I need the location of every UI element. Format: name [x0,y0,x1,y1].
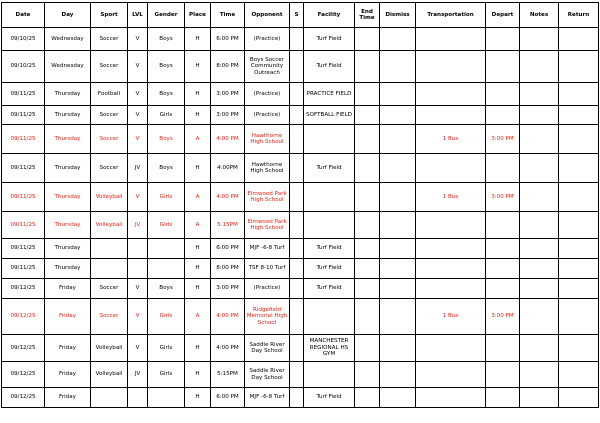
cell-gender: Girls [148,362,185,388]
cell-end-time [355,125,380,154]
cell-lvl: V [128,28,148,51]
cell-end-time [355,154,380,183]
cell-place: H [185,388,211,408]
cell-day: Friday [45,279,91,299]
cell-date: 09/10/25 [2,51,45,83]
cell-day: Wednesday [45,51,91,83]
cell-return [559,299,599,335]
cell-s [290,106,304,125]
cell-gender: Boys [148,279,185,299]
table-row [2,362,599,388]
cell-opponent: Ridgefield Memorial High School [245,299,290,335]
cell-facility [304,125,355,154]
cell-sport: Soccer [91,154,128,183]
cell-gender: Girls [148,183,185,212]
header-notes: Notes [520,3,559,28]
cell-day: Friday [45,335,91,362]
cell-end-time [355,51,380,83]
cell-transportation [416,279,486,299]
header-dismiss: Dismiss [380,3,416,28]
cell-sport: Soccer [91,106,128,125]
cell-s [290,259,304,279]
cell-gender: Boys [148,125,185,154]
cell-date: 09/12/25 [2,279,45,299]
cell-place: A [185,183,211,212]
header-lvl: LVL [128,3,148,28]
cell-gender: Girls [148,335,185,362]
cell-return [559,388,599,408]
cell-dismiss [380,212,416,239]
cell-lvl: JV [128,154,148,183]
cell-return [559,83,599,106]
cell-dismiss [380,279,416,299]
cell-gender: Girls [148,106,185,125]
cell-day: Friday [45,388,91,408]
cell-depart: 3:00 PM [486,299,520,335]
cell-place: H [185,83,211,106]
cell-transportation [416,28,486,51]
table-row [2,279,599,299]
cell-gender [148,388,185,408]
cell-transportation [416,388,486,408]
cell-depart [486,388,520,408]
cell-end-time [355,335,380,362]
header-day: Day [45,3,91,28]
cell-time: 8:00 PM [211,51,245,83]
cell-transportation [416,259,486,279]
header-depart: Depart [486,3,520,28]
cell-lvl: JV [128,362,148,388]
cell-time: 3:00 PM [211,279,245,299]
cell-sport: Volleyball [91,335,128,362]
cell-facility: Turf Field [304,239,355,259]
cell-depart [486,106,520,125]
schedule-body [2,28,599,408]
cell-s [290,28,304,51]
cell-place: H [185,51,211,83]
cell-date: 09/10/25 [2,28,45,51]
cell-time: 4:00 PM [211,335,245,362]
cell-transportation [416,106,486,125]
cell-facility: PRACTICE FIELD [304,83,355,106]
cell-transportation [416,51,486,83]
cell-day: Thursday [45,106,91,125]
table-row [2,335,599,362]
cell-lvl: V [128,125,148,154]
cell-day: Wednesday [45,28,91,51]
cell-opponent: Elmwood Park High School [245,212,290,239]
cell-depart [486,362,520,388]
cell-dismiss [380,106,416,125]
cell-return [559,259,599,279]
cell-facility [304,362,355,388]
cell-facility: Turf Field [304,388,355,408]
cell-transportation [416,83,486,106]
cell-facility: MANCHESTER REGIONAL HS GYM [304,335,355,362]
cell-opponent: (Practice) [245,106,290,125]
cell-opponent: (Practice) [245,279,290,299]
cell-place: H [185,154,211,183]
cell-place: A [185,125,211,154]
cell-place: A [185,212,211,239]
cell-sport [91,239,128,259]
cell-end-time [355,388,380,408]
cell-s [290,125,304,154]
table-row [2,183,599,212]
cell-s [290,212,304,239]
header-s: S [290,3,304,28]
cell-facility: Turf Field [304,259,355,279]
cell-place: H [185,259,211,279]
cell-s [290,183,304,212]
table-row [2,51,599,83]
cell-place: H [185,28,211,51]
cell-dismiss [380,51,416,83]
cell-place: H [185,362,211,388]
header-sport: Sport [91,3,128,28]
table-row [2,239,599,259]
cell-day: Thursday [45,259,91,279]
cell-sport: Soccer [91,28,128,51]
cell-lvl: JV [128,212,148,239]
cell-depart [486,28,520,51]
table-row [2,388,599,408]
cell-gender: Boys [148,51,185,83]
cell-time: 3:00 PM [211,106,245,125]
cell-sport: Soccer [91,279,128,299]
cell-opponent: Boys Soccer Community Outreach [245,51,290,83]
table-row [2,299,599,335]
cell-depart [486,212,520,239]
cell-opponent: Saddle River Day School [245,335,290,362]
cell-day: Thursday [45,239,91,259]
cell-end-time [355,28,380,51]
cell-date: 09/11/25 [2,239,45,259]
cell-sport: Football [91,83,128,106]
cell-return [559,239,599,259]
cell-transportation: 1 Bus [416,183,486,212]
cell-s [290,388,304,408]
table-row [2,259,599,279]
table-row [2,106,599,125]
cell-transportation [416,154,486,183]
cell-date: 09/11/25 [2,212,45,239]
cell-return [559,106,599,125]
cell-return [559,183,599,212]
cell-notes [520,239,559,259]
table-row [2,212,599,239]
cell-notes [520,51,559,83]
cell-transportation [416,335,486,362]
cell-lvl: V [128,335,148,362]
cell-sport: Volleyball [91,212,128,239]
cell-depart [486,279,520,299]
cell-date: 09/11/25 [2,83,45,106]
cell-time: 5:15PM [211,362,245,388]
cell-notes [520,299,559,335]
cell-return [559,279,599,299]
cell-transportation [416,239,486,259]
cell-sport: Volleyball [91,183,128,212]
cell-sport: Volleyball [91,362,128,388]
cell-notes [520,279,559,299]
cell-place: H [185,106,211,125]
cell-time: 6:00 PM [211,388,245,408]
cell-lvl: V [128,279,148,299]
cell-date: 09/11/25 [2,183,45,212]
cell-gender: Boys [148,28,185,51]
cell-notes [520,335,559,362]
cell-time: 4:00PM [211,154,245,183]
header-return: Return [559,3,599,28]
cell-opponent: Hawthorne High School [245,154,290,183]
cell-gender [148,259,185,279]
cell-dismiss [380,28,416,51]
cell-opponent: MJF -6-8 Turf [245,388,290,408]
cell-time: 8:00 PM [211,259,245,279]
cell-dismiss [380,83,416,106]
cell-return [559,362,599,388]
cell-s [290,154,304,183]
cell-dismiss [380,125,416,154]
header-end-time: End Time [355,3,380,28]
header-opponent: Opponent [245,3,290,28]
table-row [2,154,599,183]
cell-place: H [185,279,211,299]
cell-end-time [355,239,380,259]
cell-date: 09/11/25 [2,106,45,125]
cell-s [290,279,304,299]
cell-opponent: MJF -6-8 Turf [245,239,290,259]
cell-sport [91,259,128,279]
cell-transportation [416,362,486,388]
cell-notes [520,28,559,51]
cell-notes [520,362,559,388]
cell-s [290,299,304,335]
cell-gender: Girls [148,212,185,239]
cell-dismiss [380,362,416,388]
cell-opponent: Saddle River Day School [245,362,290,388]
cell-time: 6:00 PM [211,28,245,51]
cell-lvl [128,388,148,408]
cell-facility: Turf Field [304,279,355,299]
cell-return [559,51,599,83]
cell-date: 09/11/25 [2,125,45,154]
cell-time: 4:00 PM [211,183,245,212]
cell-gender: Girls [148,299,185,335]
cell-date: 09/12/25 [2,388,45,408]
cell-end-time [355,106,380,125]
cell-sport: Soccer [91,299,128,335]
cell-day: Friday [45,362,91,388]
cell-date: 09/11/25 [2,259,45,279]
cell-depart [486,83,520,106]
cell-day: Thursday [45,154,91,183]
cell-notes [520,183,559,212]
cell-dismiss [380,299,416,335]
cell-notes [520,154,559,183]
cell-sport: Soccer [91,51,128,83]
cell-facility: Turf Field [304,28,355,51]
header-facility: Facility [304,3,355,28]
cell-time: 4:00 PM [211,125,245,154]
cell-end-time [355,212,380,239]
cell-opponent: TSF 8-10 Turf [245,259,290,279]
cell-end-time [355,259,380,279]
cell-end-time [355,279,380,299]
cell-gender: Boys [148,154,185,183]
cell-time: 5:15PM [211,212,245,239]
cell-lvl: V [128,299,148,335]
cell-return [559,28,599,51]
table-row [2,83,599,106]
cell-facility [304,183,355,212]
cell-lvl: V [128,51,148,83]
cell-notes [520,125,559,154]
cell-end-time [355,183,380,212]
cell-lvl [128,259,148,279]
header-gender: Gender [148,3,185,28]
cell-day: Thursday [45,212,91,239]
cell-end-time [355,362,380,388]
cell-opponent: (Practice) [245,83,290,106]
cell-depart: 3:00 PM [486,183,520,212]
cell-notes [520,388,559,408]
cell-depart: 3:00 PM [486,125,520,154]
cell-transportation: 1 Bus [416,299,486,335]
cell-lvl: V [128,83,148,106]
cell-depart [486,335,520,362]
cell-dismiss [380,388,416,408]
cell-transportation [416,212,486,239]
cell-lvl: V [128,183,148,212]
header-place: Place [185,3,211,28]
athletics-schedule-table [1,2,599,408]
cell-return [559,154,599,183]
header-date: Date [2,3,45,28]
cell-date: 09/12/25 [2,299,45,335]
cell-notes [520,83,559,106]
cell-day: Friday [45,299,91,335]
cell-depart [486,259,520,279]
cell-s [290,83,304,106]
cell-gender: Boys [148,83,185,106]
cell-place: H [185,239,211,259]
table-row [2,28,599,51]
header-time: Time [211,3,245,28]
cell-sport [91,388,128,408]
cell-s [290,239,304,259]
cell-return [559,125,599,154]
cell-day: Thursday [45,83,91,106]
cell-facility [304,299,355,335]
cell-end-time [355,83,380,106]
cell-date: 09/12/25 [2,335,45,362]
cell-time: 3:00 PM [211,83,245,106]
cell-date: 09/11/25 [2,154,45,183]
header-transportation: Transportation [416,3,486,28]
cell-notes [520,259,559,279]
cell-day: Thursday [45,125,91,154]
table-row [2,125,599,154]
cell-facility: Turf Field [304,154,355,183]
cell-opponent: Hawthorne High School [245,125,290,154]
cell-time: 6:00 PM [211,239,245,259]
cell-opponent: (Practice) [245,28,290,51]
cell-end-time [355,299,380,335]
cell-depart [486,51,520,83]
cell-lvl: V [128,106,148,125]
cell-date: 09/12/25 [2,362,45,388]
cell-sport: Soccer [91,125,128,154]
cell-facility: SOFTBALL FIELD [304,106,355,125]
cell-dismiss [380,183,416,212]
header-row [2,3,599,28]
cell-dismiss [380,335,416,362]
cell-s [290,51,304,83]
cell-gender [148,239,185,259]
cell-dismiss [380,154,416,183]
cell-notes [520,212,559,239]
cell-place: H [185,335,211,362]
cell-place: A [185,299,211,335]
cell-s [290,335,304,362]
cell-depart [486,154,520,183]
cell-opponent: Elmwood Park High School [245,183,290,212]
cell-transportation: 1 Bus [416,125,486,154]
cell-depart [486,239,520,259]
cell-notes [520,106,559,125]
cell-facility: Turf Field [304,51,355,83]
cell-facility [304,212,355,239]
cell-s [290,362,304,388]
cell-dismiss [380,259,416,279]
cell-dismiss [380,239,416,259]
cell-return [559,335,599,362]
cell-return [559,212,599,239]
cell-lvl [128,239,148,259]
cell-day: Thursday [45,183,91,212]
cell-time: 4:00 PM [211,299,245,335]
